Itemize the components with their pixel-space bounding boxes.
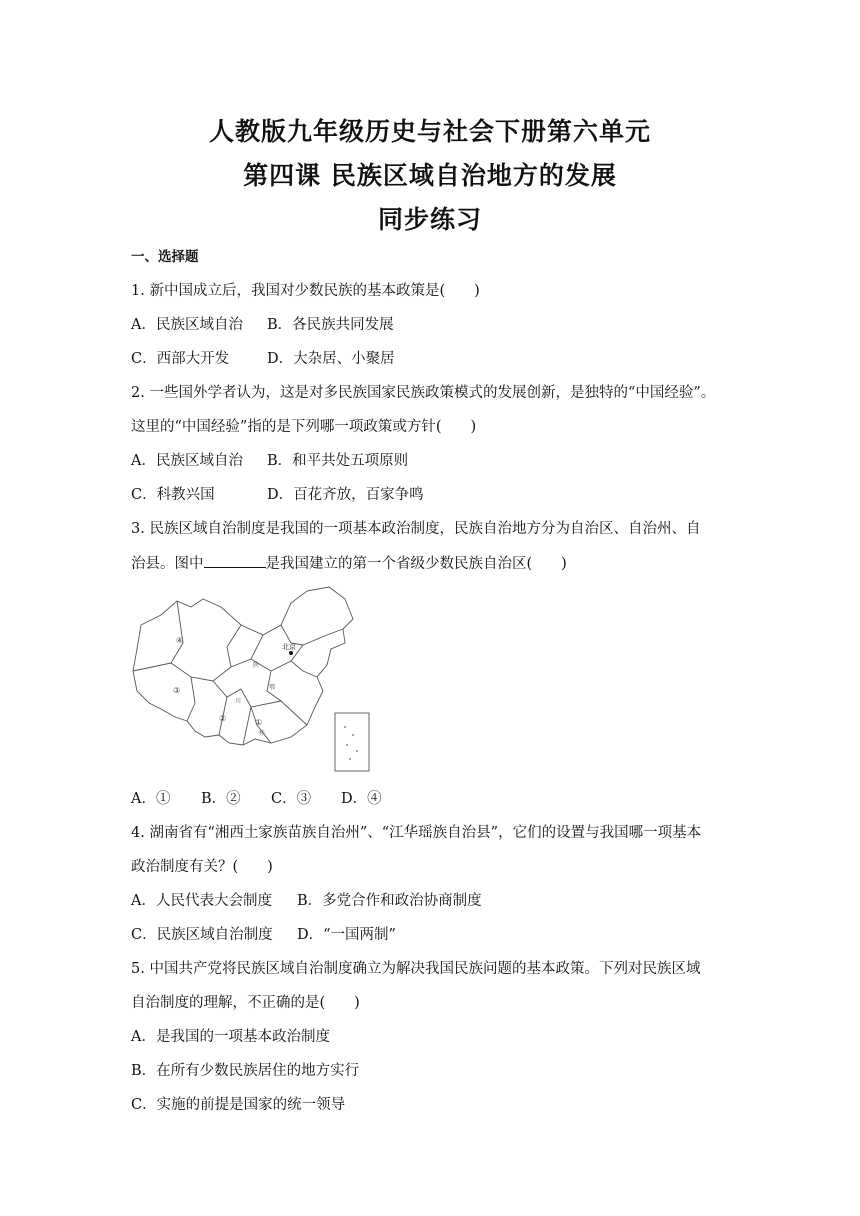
question-5-option-a: A．是我国的一项基本政治制度	[131, 1029, 330, 1045]
question-2-stem-line-1: 2. 一些国外学者认为，这是对多民族国家民族政策模式的发展创新，是独特的“中国经验”。	[131, 385, 716, 401]
map-char-gui: 桂	[259, 730, 266, 737]
question-5-option-c: C．实施的前提是国家的统一领导	[131, 1097, 346, 1113]
map-label-3: ③	[173, 686, 181, 695]
map-char-chuan: 川	[235, 698, 242, 705]
china-outline	[133, 587, 353, 745]
question-5-option-b: B．在所有少数民族居住的地方实行	[131, 1063, 360, 1079]
question-2-options-row-2	[131, 485, 424, 505]
title-line-2: 第四课 民族区域自治地方的发展	[243, 161, 617, 190]
option-c: C．西部大开发	[131, 351, 230, 367]
question-4-stem-line-1: 4. 湖南省有“湘西土家族苗族自治州”、“江华瑶族自治县”，它们的设置与我国哪一项基本	[131, 825, 702, 841]
option-c: C．科教兴国	[131, 487, 215, 503]
option-c: C．民族区域自治制度	[131, 927, 273, 943]
question-5-stem-line-2: 自治制度的理解，不正确的是( )	[131, 995, 360, 1011]
china-map-figure	[131, 585, 373, 775]
option-a: A．人民代表大会制度	[131, 893, 272, 909]
question-2-stem-line-2: 这里的“中国经验”指的是下列哪一项政策或方针( )	[131, 419, 477, 435]
option-b: B．②	[201, 791, 241, 807]
answer-blank	[204, 553, 266, 568]
question-1-options-row-1	[131, 315, 394, 335]
question-4-options-row-2	[131, 925, 396, 945]
option-c: C．③	[271, 791, 312, 807]
question-1-options-row-2	[131, 349, 395, 369]
option-d: D．大杂居、小聚居	[267, 351, 395, 367]
map-label-1: ①	[255, 718, 263, 727]
question-3-stem-line-1: 3. 民族区域自治制度是我国的一项基本政治制度，民族自治地方分为自治区、自治州、自	[131, 521, 701, 537]
option-d: D．“一国两制”	[297, 927, 396, 943]
map-char-shaan: 陕	[253, 662, 260, 669]
question-1-stem: 1. 新中国成立后，我国对少数民族的基本政策是( )	[131, 283, 480, 299]
map-label-4: ④	[176, 636, 184, 645]
question-5-stem-line-1: 5. 中国共产党将民族区域自治制度确立为解决我国民族问题的基本政策。下列对民族区域	[131, 961, 701, 977]
question-2-options-row-1	[131, 451, 408, 471]
question-4-stem-line-2: 政治制度有关？( )	[131, 859, 273, 875]
south-china-sea-inset	[335, 713, 369, 771]
beijing-marker	[289, 651, 293, 655]
question-4-options-row-1	[131, 891, 482, 911]
map-label-2: ②	[219, 714, 227, 723]
option-b: B．和平共处五项原则	[267, 453, 409, 469]
section-heading: 一、选择题	[131, 249, 199, 265]
option-d: D．④	[341, 791, 382, 807]
stem-before-blank: 治县。图中	[131, 556, 204, 572]
question-3-stem-line-2	[131, 553, 567, 574]
option-b: B．多党合作和政治协商制度	[297, 893, 482, 909]
map-char-e: 鄂	[269, 684, 276, 691]
title-line-1: 人教版九年级历史与社会下册第六单元	[208, 117, 651, 146]
title-line-3: 同步练习	[377, 205, 482, 234]
stem-after-blank: 是我国建立的第一个省级少数民族自治区( )	[265, 556, 567, 572]
option-a: A．①	[131, 791, 171, 807]
option-a: A．民族区域自治	[131, 453, 243, 469]
beijing-label: 北京	[282, 643, 296, 651]
question-3-options	[131, 789, 382, 809]
option-b: B．各民族共同发展	[267, 317, 394, 333]
option-d: D．百花齐放，百家争鸣	[267, 487, 424, 503]
option-a: A．民族区域自治	[131, 317, 243, 333]
